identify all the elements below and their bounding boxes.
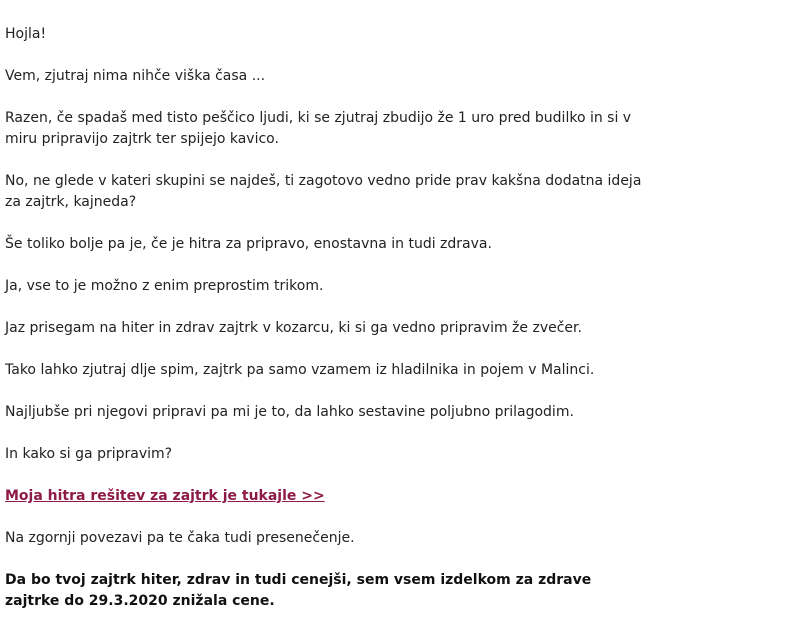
paragraph-1: Vem, zjutraj nima nihče viška časa ... bbox=[5, 68, 266, 84]
paragraph-3: No, ne glede v kateri skupini se najdeš, ti zagotovo vedno pride prav kakšna dodatna ideja za zajtrk, kajneda? bbox=[5, 173, 642, 210]
discount-paragraph: Da bo tvoj zajtrk hiter, zdrav in tudi cenejši, sem vsem izdelkom za zdrave zajtrke do 29.3.2020 znižala cene. bbox=[5, 572, 592, 609]
surprise-paragraph: Na zgornji povezavi pa te čaka tudi presenečenje. bbox=[5, 530, 355, 546]
paragraph-5: Ja, vse to je možno z enim preprostim trikom. bbox=[5, 278, 324, 294]
greeting: Hojla! bbox=[5, 26, 47, 42]
breakfast-solution-link[interactable]: Moja hitra rešitev za zajtrk je tukajle >> bbox=[5, 488, 325, 504]
paragraph-9: In kako si ga pripravim? bbox=[5, 446, 173, 462]
cta-paragraph bbox=[5, 486, 645, 507]
paragraph-7: Tako lahko zjutraj dlje spim, zajtrk pa samo vzamem iz hladilnika in pojem v Malinci. bbox=[5, 362, 595, 378]
paragraph-4: Še toliko bolje pa je, če je hitra za pripravo, enostavna in tudi zdrava. bbox=[5, 236, 492, 252]
paragraph-2: Razen, če spadaš med tisto peščico ljudi, ki se zjutraj zbudijo že 1 uro pred budilko in si v miru pripravijo zajtrk ter spijejo kavico. bbox=[5, 110, 632, 147]
email-body bbox=[5, 24, 645, 633]
paragraph-8: Najljubše pri njegovi pripravi pa mi je to, da lahko sestavine poljubno prilagodim. bbox=[5, 404, 574, 420]
paragraph-6: Jaz prisegam na hiter in zdrav zajtrk v kozarcu, ki si ga vedno pripravim že zvečer. bbox=[5, 320, 582, 336]
